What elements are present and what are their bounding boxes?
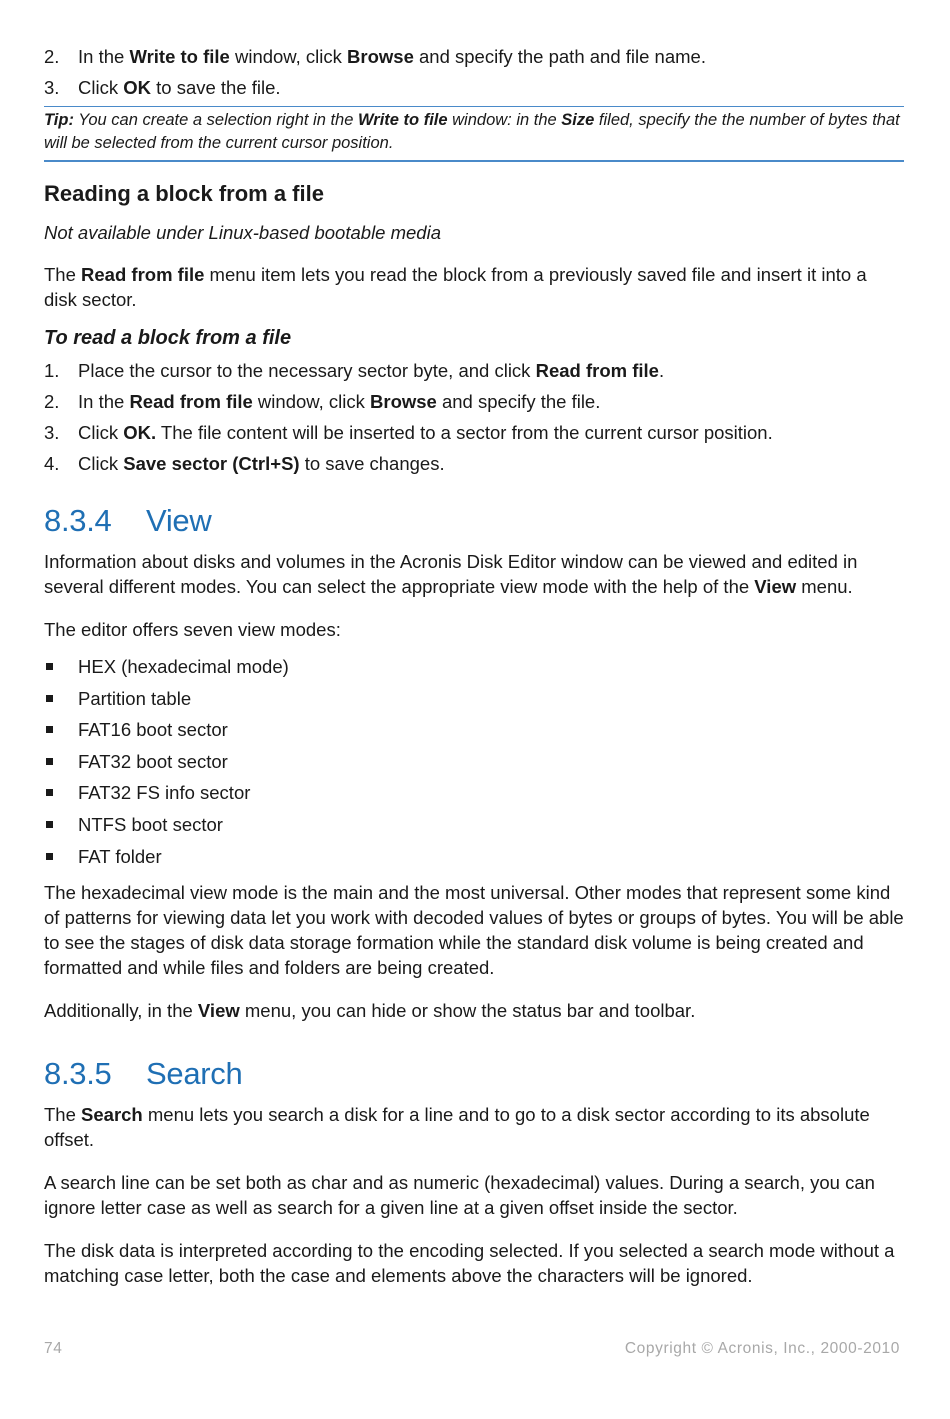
copyright-notice: Copyright © Acronis, Inc., 2000-2010 bbox=[624, 1340, 900, 1357]
view-paragraph-3: The hexadecimal view mode is the main and the most universal. Other modes that represent some kind of patterns for viewing data let you work with decoded values of bytes or groups of bytes. You will be able to see the stages of disk data storage formation while the standard disk volume is being created and formatted and while files and folders are being created. bbox=[44, 882, 904, 978]
view-paragraph-4: Additionally, in the View menu, you can hide or show the status bar and toolbar. bbox=[44, 1000, 696, 1021]
reading-intro: The Read from file menu item lets you read the block from a previously saved file and insert it into a disk sector. bbox=[44, 264, 867, 310]
page-footer bbox=[44, 1340, 900, 1362]
list-item: NTFS boot sector bbox=[44, 812, 904, 837]
reading-note: Not available under Linux-based bootable media bbox=[44, 222, 441, 243]
list-item: Partition table bbox=[44, 686, 904, 711]
read-step-4: 4. Click Save sector (Ctrl+S) to save changes. bbox=[44, 453, 445, 474]
list-item: FAT folder bbox=[44, 844, 904, 869]
view-paragraph-1: Information about disks and volumes in the Acronis Disk Editor window can be viewed and edited in several different modes. You can select the appropriate view mode with the help of the View menu. bbox=[44, 551, 858, 597]
view-modes-list bbox=[44, 654, 904, 875]
step-number: 3. bbox=[44, 422, 60, 443]
bullet-icon bbox=[46, 758, 53, 765]
read-step-3: 3. Click OK. The file content will be inserted to a sector from the current cursor position. bbox=[44, 422, 773, 443]
section-view-heading bbox=[44, 503, 904, 539]
tip-box: Tip: You can create a selection right in the Write to file window: in the Size filed, specify the the number of bytes that will be selected from the current cursor position. bbox=[44, 106, 904, 162]
list-item: FAT32 boot sector bbox=[44, 749, 904, 774]
section-number: 8.3.5 bbox=[44, 1056, 112, 1091]
write-step-2: 2. In the Write to file window, click Browse and specify the path and file name. bbox=[44, 46, 706, 67]
bullet-icon bbox=[46, 853, 53, 860]
section-number: 8.3.4 bbox=[44, 503, 112, 538]
list-item: HEX (hexadecimal mode) bbox=[44, 654, 904, 679]
write-step-3: 3. Click OK to save the file. bbox=[44, 77, 281, 98]
view-paragraph-2: The editor offers seven view modes: bbox=[44, 619, 341, 640]
step-number: 2. bbox=[44, 391, 60, 412]
section-search-heading bbox=[44, 1056, 904, 1092]
step-number: 2. bbox=[44, 46, 60, 67]
reading-heading: Reading a block from a file bbox=[44, 181, 324, 206]
step-number: 3. bbox=[44, 77, 60, 98]
bullet-icon bbox=[46, 789, 53, 796]
page-number: 74 bbox=[44, 1340, 63, 1357]
search-paragraph-3: The disk data is interpreted according to the encoding selected. If you selected a search mode without a matching case letter, both the case and elements above the characters will be ignored. bbox=[44, 1240, 895, 1286]
tip-label: Tip: bbox=[44, 111, 74, 129]
step-number: 1. bbox=[44, 360, 60, 381]
bullet-icon bbox=[46, 695, 53, 702]
list-item: FAT32 FS info sector bbox=[44, 780, 904, 805]
bullet-icon bbox=[46, 821, 53, 828]
read-step-2: 2. In the Read from file window, click Browse and specify the file. bbox=[44, 391, 601, 412]
bullet-icon bbox=[46, 726, 53, 733]
section-title: Search bbox=[146, 1056, 243, 1091]
procedure-heading: To read a block from a file bbox=[44, 327, 292, 349]
read-step-1: 1. Place the cursor to the necessary sector byte, and click Read from file. bbox=[44, 360, 665, 381]
search-paragraph-2: A search line can be set both as char and as numeric (hexadecimal) values. During a search, you can ignore letter case as well as search for a given line at a given offset inside the sector. bbox=[44, 1172, 875, 1218]
bullet-icon bbox=[46, 663, 53, 670]
step-number: 4. bbox=[44, 453, 60, 474]
section-title: View bbox=[146, 503, 212, 538]
list-item: FAT16 boot sector bbox=[44, 717, 904, 742]
search-paragraph-1: The Search menu lets you search a disk for a line and to go to a disk sector according to its absolute offset. bbox=[44, 1104, 870, 1150]
